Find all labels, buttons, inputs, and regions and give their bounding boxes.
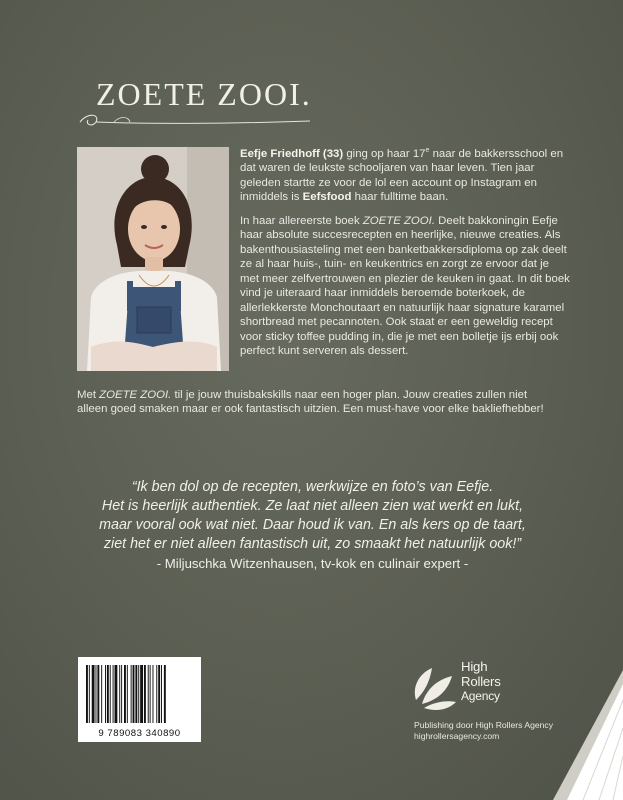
barcode-bar	[110, 665, 111, 723]
barcode-bar	[164, 665, 166, 723]
closing-book-title: ZOETE ZOOI.	[99, 389, 172, 401]
barcode-bar	[101, 665, 102, 723]
publisher-url: highrollersagency.com	[414, 731, 500, 741]
book-intro	[240, 214, 570, 359]
intro-part1: In haar allereerste boek	[240, 215, 363, 227]
barcode-bar	[115, 665, 118, 723]
publisher-info	[414, 720, 553, 742]
author-portrait	[77, 147, 229, 371]
barcode-bars	[84, 665, 195, 725]
logo-line: Agency	[461, 689, 500, 703]
barcode-bar	[86, 665, 88, 723]
barcode-bar	[127, 665, 128, 723]
quote-attribution: - Miljuschka Witzenhausen, tv-kok en culinair expert -	[156, 556, 469, 571]
barcode-bar	[138, 665, 139, 723]
closing-part1: Met	[77, 389, 100, 401]
author-bio	[240, 147, 570, 205]
barcode-bar	[133, 665, 135, 723]
barcode-bar	[124, 665, 126, 723]
publisher-logo-icon	[410, 660, 460, 712]
barcode-bar	[97, 665, 99, 723]
logo-line: Rollers	[461, 674, 501, 689]
bio-text-part1: ging op haar 17	[343, 148, 426, 160]
barcode-bar	[140, 665, 143, 723]
barcode-bar	[135, 665, 137, 723]
barcode-bar	[107, 665, 109, 723]
publisher-line: Publishing door High Rollers Agency	[414, 720, 554, 730]
barcode-bar	[153, 665, 154, 723]
barcode-bar	[148, 665, 149, 723]
quote-line: maar vooral ook wat niet. Daar houd ik van. En als kers op de taart,	[99, 516, 526, 533]
intro-book-title: ZOETE ZOOI.	[362, 215, 435, 227]
intro-part2: Deelt bakkoningin Eefje haar absolute succesrecepten en heerlijke, nieuwe creaties. Als bakenthousiasteling met een banketbakkersdiploma op zak deelt ze al haar huis-, tuin- en keukentrics en zorgt ze ervoor dat je met meer zelfvertrouwen en plezier de keuken in gaat. In dit boek vind je uiteraard haar inmiddels beroemde boterkoek, de allerlekkerste Monchoutaart en natuurlijk haar signature karamel shortbread met pecannoten. Ook staat er een geweldig recept voor sticky toffee pudding in, die je met een bolletje ijs erbij ook perfect kunt serveren als dessert.	[240, 215, 570, 358]
logo-line: High	[461, 659, 488, 674]
barcode-bar	[158, 665, 160, 723]
barcode-bar	[96, 665, 97, 723]
quote-line: ziet het er niet alleen fantastisch uit, zo smaakt het natuurlijk ook!”	[103, 535, 522, 552]
quote-line: Het is heerlijk authentiek. Ze laat niet alleen zien wat werkt en lukt,	[101, 497, 524, 514]
barcode-bar	[89, 665, 90, 723]
isbn-barcode	[78, 657, 201, 742]
brand-name: Eefsfood	[302, 191, 352, 204]
bio-text-part3: haar fulltime baan.	[351, 191, 449, 204]
author-name: Eefje Friedhoff (33)	[240, 148, 344, 160]
barcode-bar	[150, 665, 151, 723]
book-closing	[77, 388, 547, 417]
quote-line: “Ik ben dol op de recepten, werkwijze en foto’s van Eefje.	[131, 479, 494, 495]
bio-superscript: e	[425, 147, 430, 155]
barcode-bar	[144, 665, 146, 723]
barcode-bar	[131, 665, 132, 723]
barcode-bar	[92, 665, 95, 723]
author-portrait-illustration	[77, 147, 229, 371]
barcode-bar	[105, 665, 106, 723]
barcode-bar	[161, 665, 162, 723]
publisher-logo-text	[461, 659, 501, 704]
barcode-bar	[119, 665, 120, 723]
barcode-bar	[113, 665, 114, 723]
testimonial-quote	[60, 478, 565, 553]
book-title: ZOETE ZOOI.	[96, 76, 312, 112]
bio-text-part2: naar de bakkersschool en dat waren de leukste schooljaren van haar leven. Tien jaar geleden startte ze voor de lol een account op Instagram en inmiddels is	[240, 148, 564, 204]
isbn-number: 9 789083 340890	[98, 728, 181, 739]
ornamental-flourish	[74, 110, 314, 132]
closing-part2: til je jouw thuisbakskills naar een hoger plan. Jouw creaties zullen niet alleen goed smaken maar er ook fantastisch uitzien. Een must-have voor elke bakliefhebber!	[77, 389, 544, 416]
barcode-bar	[156, 665, 157, 723]
barcode-bar	[121, 665, 122, 723]
corner-decoration	[553, 670, 623, 800]
